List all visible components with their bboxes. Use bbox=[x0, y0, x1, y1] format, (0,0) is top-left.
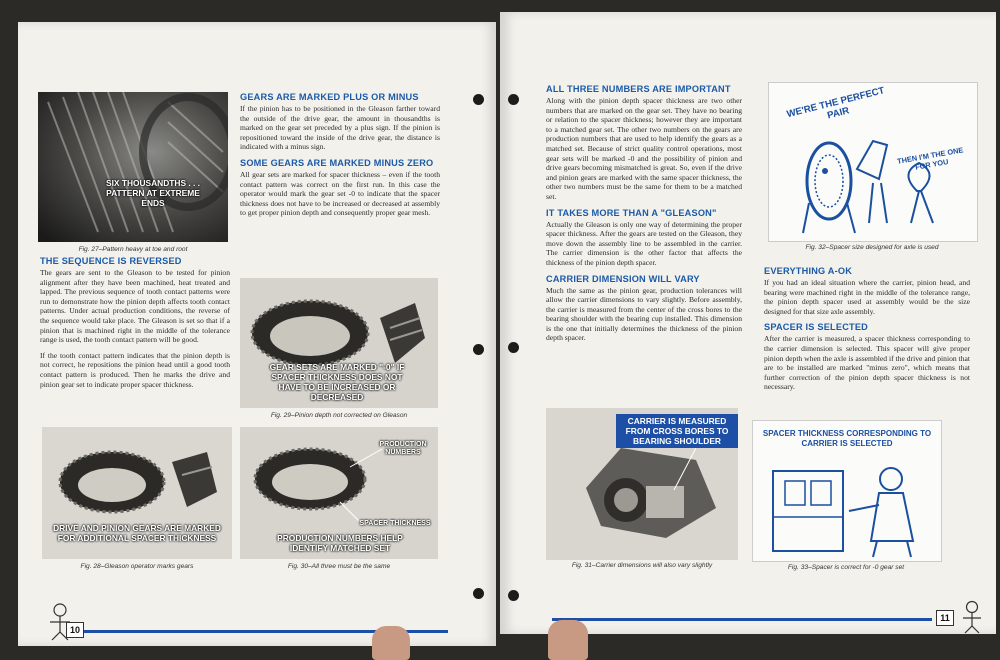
figure-31-photo bbox=[546, 408, 738, 560]
figure-27-overlay: SIX THOUSANDTHS . . . PATTERN AT EXTREME ENDS bbox=[106, 178, 200, 208]
section-plus-minus bbox=[240, 92, 440, 224]
figure-32-title: WE'RE THE PERFECT PAIR bbox=[785, 85, 886, 122]
heading-plus-minus: GEARS ARE MARKED PLUS OR MINUS bbox=[240, 92, 419, 102]
paragraph: If you had an ideal situation where the carrier, pinion head, and bearing were machined right in the middle of the tolerance range, the pinion depth spacer used at assembly would be the size designed for that size axle assembly. bbox=[764, 278, 970, 316]
figure-27-caption: Fig. 27–Pattern heavy at toe and root bbox=[78, 246, 188, 253]
binder-hole bbox=[508, 342, 519, 353]
figure-33-cartoon bbox=[752, 420, 942, 562]
page-number-left: 10 bbox=[66, 622, 84, 638]
heading-carrier: CARRIER DIMENSION WILL VARY bbox=[546, 273, 700, 284]
footer-rule bbox=[552, 618, 932, 621]
section-left-column bbox=[546, 84, 742, 349]
mascot-icon bbox=[958, 600, 988, 634]
figure-31-overlay: CARRIER IS MEASURED FROM CROSS BORES TO BEARING SHOULDER bbox=[616, 414, 738, 448]
left-page bbox=[18, 22, 496, 646]
figure-30-photo bbox=[240, 427, 438, 559]
paragraph: Along with the pinion depth spacer thickness are two other numbers that are marked on the gear set. They have no bearing or relation to the spacer thickness; however they are important to a matched gear set. The other two numbers on the gears are production numbers that are used to help identify the gears as a matched set. Because of strict quality control operations, most gear sets will be marked -0 and the possibility of pinion and drive gears becoming mismatched is great. So, even if the drive and pinion gears are marked with the same spacer thickness, the other two numbers must be the same for them to be a matched set. bbox=[546, 96, 742, 201]
figure-30-label-production: PRODUCTION NUMBERS bbox=[379, 441, 427, 456]
figure-30-caption: Fig. 30–All three must be the same bbox=[287, 563, 391, 570]
figure-28-caption: Fig. 28–Gleason operator marks gears bbox=[80, 563, 194, 570]
section-sequence-reversed bbox=[40, 256, 230, 395]
figure-30-overlay: PRODUCTION NUMBERS HELP IDENTIFY MATCHED SET bbox=[277, 533, 403, 553]
figure-27-photo bbox=[38, 92, 228, 242]
binder-hole bbox=[473, 94, 484, 105]
binder-hole bbox=[508, 590, 519, 601]
page-number-right: 11 bbox=[936, 610, 954, 626]
figure-32-cartoon bbox=[768, 82, 978, 242]
binder-hole bbox=[473, 588, 484, 599]
heading-all-three: ALL THREE NUMBERS ARE IMPORTANT bbox=[546, 84, 731, 94]
figure-28-overlay: DRIVE AND PINION GEARS ARE MARKED FOR ADDITIONAL SPACER THICKNESS bbox=[53, 523, 221, 543]
paragraph: Much the same as the pinion gear, production tolerances will allow the carrier dimensions to vary slightly. Before assembly, the carrier is measured from the center of the cross bores to the bearing shoulder with the bearing cup installed. This dimension is the one that initially determines the thickness of the pinion depth spacer. bbox=[546, 285, 742, 343]
gear-closeup-image bbox=[38, 92, 228, 242]
figure-31-caption: Fig. 31–Carrier dimensions will also vary slightly bbox=[571, 562, 713, 569]
figure-33-caption: Fig. 33–Spacer is correct for -0 gear set bbox=[787, 564, 905, 571]
figure-28-photo bbox=[42, 427, 232, 559]
paragraph: After the carrier is measured, a spacer thickness corresponding to the carrier dimension is selected. This spacer will give proper pinion depth when the axle is assembled if the drive and pinion that are to be installed are marked "minus zero", which means that further correction of the pinion depth spacer thickness is not necessary. bbox=[764, 334, 970, 392]
binder-hole bbox=[473, 344, 484, 355]
figure-29-caption: Fig. 29–Pinion depth not corrected on Gleason bbox=[270, 412, 408, 419]
paragraph: If the tooth contact pattern indicates that the pinion depth is not correct, he repositions the pinion head until a good tooth contact pattern is produced. Then he marks the drive and pinion gear set to indicate proper spacer thickness. bbox=[40, 350, 230, 389]
heading-sequence-reversed: THE SEQUENCE IS REVERSED bbox=[40, 256, 182, 266]
paragraph: Actually the Gleason is only one way of determining the proper spacer thickness. After the gears are tested on the Gleason, they move down the assembly line to be assembled in the carrier. The carrier dimension is the other factor that affects the thickness of the pinion depth spacer. bbox=[546, 219, 742, 267]
figure-32-caption: Fig. 32–Spacer size designed for axle is used bbox=[805, 244, 939, 251]
heading-minus-zero: SOME GEARS ARE MARKED MINUS ZERO bbox=[240, 157, 434, 168]
section-right-column bbox=[764, 266, 970, 398]
binder-hole bbox=[508, 94, 519, 105]
heading-gleason: IT TAKES MORE THAN A "GLEASON" bbox=[546, 207, 717, 218]
figure-33-title: SPACER THICKNESS CORRESPONDING TO CARRIER IS SELECTED bbox=[762, 429, 932, 448]
right-page bbox=[500, 12, 996, 634]
paragraph: All gear sets are marked for spacer thickness – even if the tooth contact pattern was correct on the first run. In this case the operator would mark the gear set -0 to indicate that the spacer thickness does not have to be increased or decreased at assembly to get proper pinion depth and consequently proper gear mesh. bbox=[240, 169, 440, 218]
thumb bbox=[372, 626, 410, 660]
heading-everything-ok: EVERYTHING A-OK bbox=[764, 266, 853, 276]
figure-32-bubble: THEN I'M THE ONE FOR YOU bbox=[896, 145, 965, 172]
figure-29-photo bbox=[240, 278, 438, 408]
heading-spacer-selected: SPACER IS SELECTED bbox=[764, 322, 868, 333]
figure-30-label-spacer: SPACER THICKNESS bbox=[359, 520, 431, 527]
thumb bbox=[548, 620, 588, 660]
figure-29-overlay: GEAR SETS ARE MARKED "-0" IF SPACER THICKNESS DOES NOT HAVE TO BE INCREASED OR DECREASED bbox=[269, 362, 405, 402]
paragraph: If the pinion has to be positioned in the Gleason farther toward the outside of the drive gear, the amount in thousandths is marked on the gear set preceded by a plus sign. If the pinion is repositioned toward the inside of the drive gear, the distance is indicated with a minus sign. bbox=[240, 104, 440, 152]
paragraph: The gears are sent to the Gleason to be tested for pinion alignment after they have been machined, heat treated and lapped. The previous sequence of tooth contact patterns were run to demonstrate how the pinion depth affects tooth contact patterns. Under actual production conditions, the reverse of the sequence would take place. The Gleason is set so that if a pinion that is machined right in the middle of the tolerance range is used, the tooth contact pattern will be good. bbox=[40, 268, 230, 345]
